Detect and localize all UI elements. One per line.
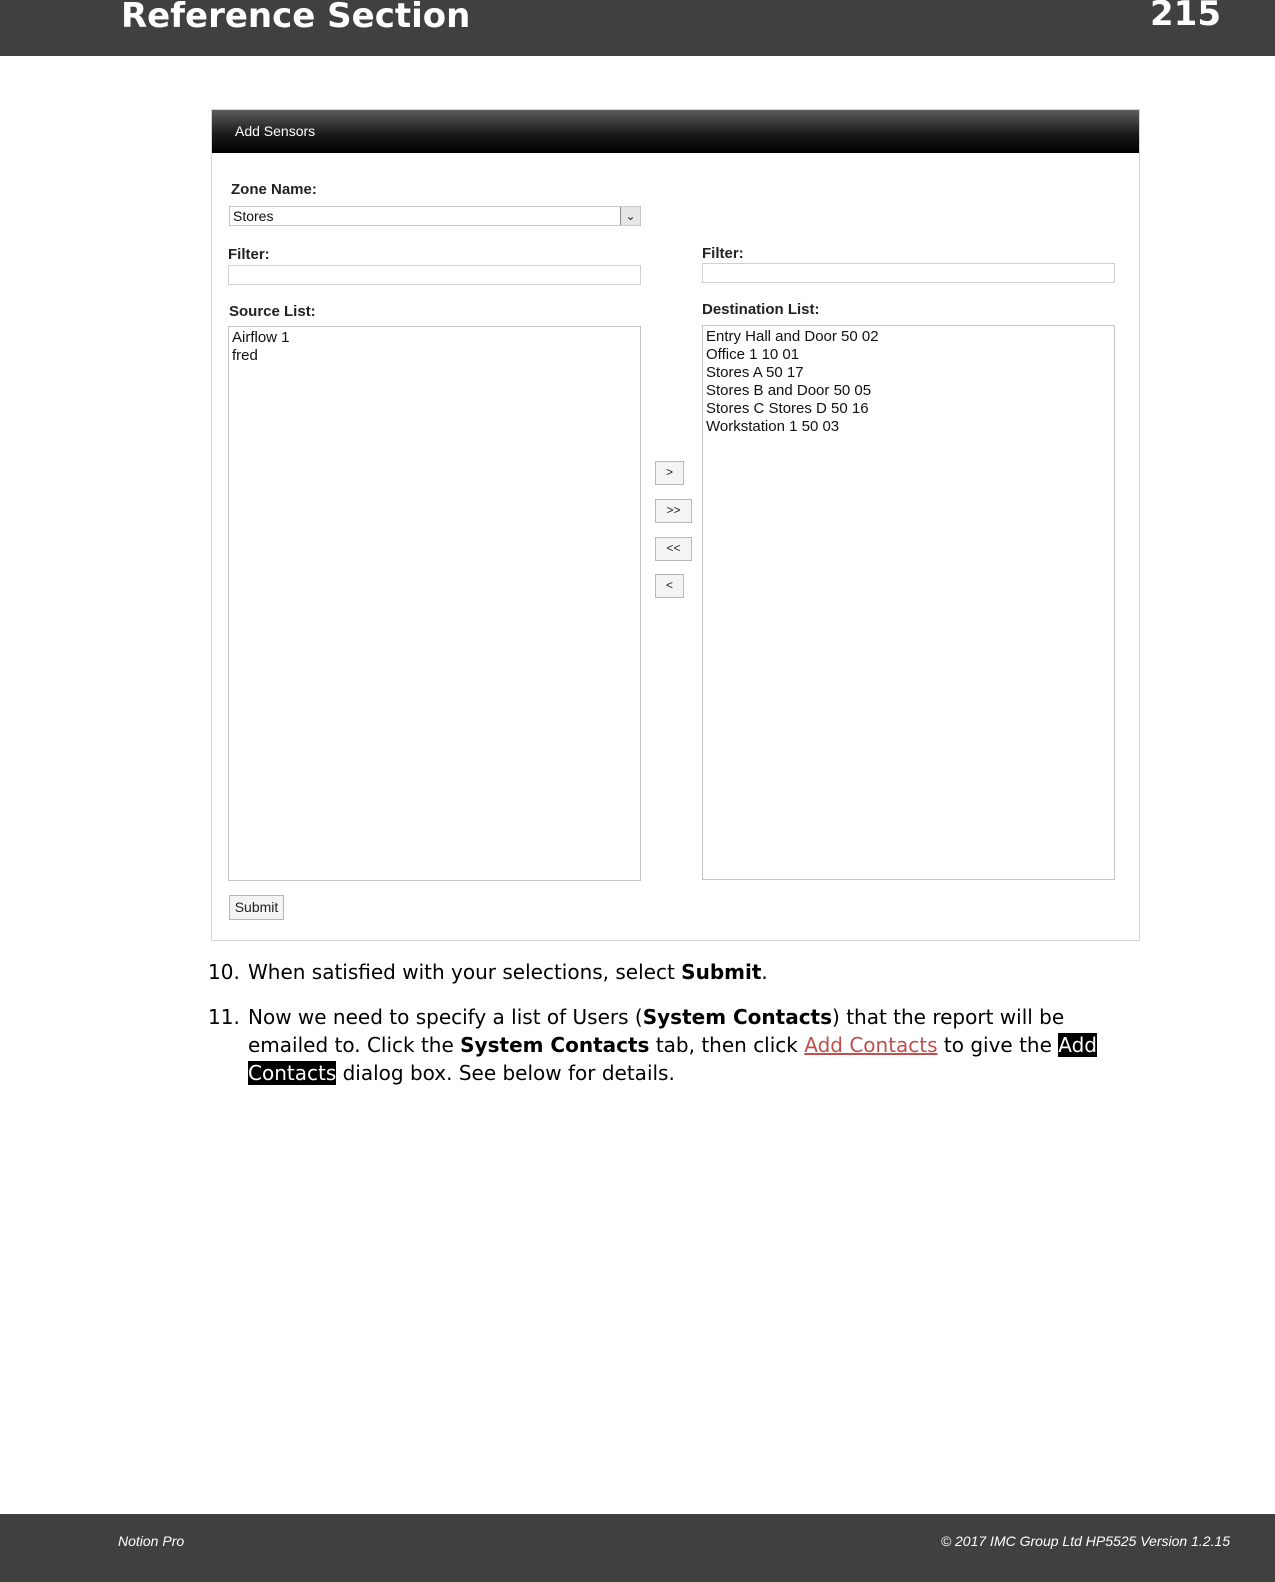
list-item[interactable]: Office 1 10 01 bbox=[706, 346, 800, 363]
page-header bbox=[0, 0, 1275, 56]
step-text: dialog box. See below for details. bbox=[336, 1061, 675, 1085]
dialog-titlebar bbox=[212, 110, 1139, 153]
step-bold: System Contacts bbox=[460, 1033, 650, 1057]
step-text: . bbox=[761, 960, 768, 984]
step-number: 10. bbox=[208, 960, 240, 984]
dest-list-label: Destination List: bbox=[702, 301, 820, 318]
list-item[interactable]: Entry Hall and Door 50 02 bbox=[706, 328, 879, 345]
step-bold: Submit bbox=[681, 960, 762, 984]
page-number: 215 bbox=[1150, 0, 1221, 34]
instruction-steps bbox=[208, 958, 1108, 1104]
zone-name-label: Zone Name: bbox=[231, 181, 317, 198]
remove-all-button[interactable]: << bbox=[655, 537, 692, 561]
footer-product: Notion Pro bbox=[118, 1533, 185, 1549]
step-text: When satisfied with your selections, select bbox=[248, 960, 682, 984]
destination-list[interactable] bbox=[702, 325, 1115, 880]
list-item[interactable]: Stores B and Door 50 05 bbox=[706, 382, 872, 399]
list-item[interactable]: fred bbox=[232, 347, 258, 364]
step-text: to give the bbox=[937, 1033, 1059, 1057]
dest-filter-input[interactable] bbox=[702, 263, 1115, 283]
step-text: tab, then click bbox=[649, 1033, 805, 1057]
step-text: ) that the report will be emailed to. Click the bbox=[248, 1005, 1065, 1057]
footer-copyright: © 2017 IMC Group Ltd HP5525 Version 1.2.15 bbox=[940, 1533, 1230, 1549]
add-all-button[interactable]: >> bbox=[655, 499, 692, 523]
dest-filter-label: Filter: bbox=[702, 245, 744, 262]
add-selected-button[interactable]: > bbox=[655, 461, 684, 485]
step-number: 11. bbox=[208, 1005, 240, 1029]
zone-name-select[interactable] bbox=[229, 206, 641, 226]
step-bold: System Contacts bbox=[642, 1005, 833, 1029]
step-11 bbox=[208, 1003, 1108, 1087]
source-filter-input[interactable] bbox=[228, 265, 641, 285]
remove-selected-button[interactable]: < bbox=[655, 574, 684, 598]
add-sensors-dialog bbox=[211, 109, 1140, 941]
source-filter-label: Filter: bbox=[228, 246, 270, 263]
source-list[interactable] bbox=[228, 326, 641, 881]
list-item[interactable]: Stores A 50 17 bbox=[706, 364, 804, 381]
chevron-down-icon[interactable]: ⌄ bbox=[620, 207, 640, 225]
dialog-title: Add Sensors bbox=[235, 123, 316, 139]
page-footer bbox=[0, 1514, 1275, 1582]
add-contacts-link[interactable]: Add Contacts bbox=[804, 1033, 938, 1057]
step-text: Now we need to specify a list of Users ( bbox=[248, 1005, 643, 1029]
section-title: Reference Section bbox=[121, 0, 471, 36]
submit-button[interactable]: Submit bbox=[229, 895, 284, 920]
highlighted-text: Add Contacts bbox=[248, 1033, 1098, 1085]
step-10 bbox=[208, 958, 1108, 986]
source-list-label: Source List: bbox=[229, 303, 316, 320]
list-item[interactable]: Workstation 1 50 03 bbox=[706, 418, 840, 435]
list-item[interactable]: Airflow 1 bbox=[232, 329, 290, 346]
list-item[interactable]: Stores C Stores D 50 16 bbox=[706, 400, 869, 417]
zone-name-value: Stores bbox=[233, 208, 274, 224]
